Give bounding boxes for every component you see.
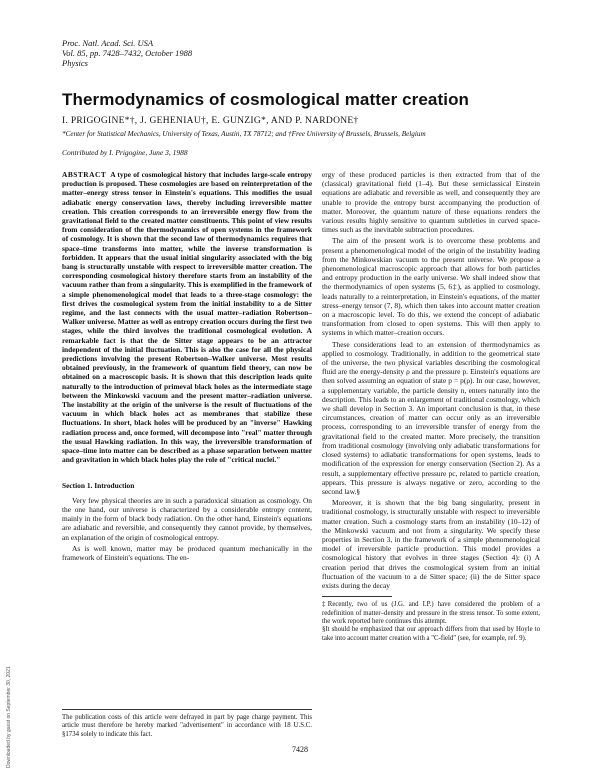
right-column bbox=[322, 170, 540, 643]
abstract bbox=[62, 170, 312, 465]
footnote-2: §It should be emphasized that our approach differs from that used by Hoyle to take into account matter creation with a "C-field" (see, for example, ref. 9). bbox=[322, 626, 540, 642]
contributed-by: Contributed by I. Prigogine, June 3, 1988 bbox=[62, 148, 188, 157]
abstract-label: ABSTRACT bbox=[62, 170, 107, 179]
footnote-1: ‡Recently, two of us (J.G. and I.P.) have considered the problem of a redefinition of matter–density and pressure in the stress tensor. To some extent, the work reported here continues this attempt. bbox=[322, 601, 540, 625]
journal-header bbox=[62, 38, 192, 68]
publication-note-divider bbox=[62, 709, 312, 710]
publication-note: The publication costs of this article were defrayed in part by page charge payment. This article must therefore be hereby marked "advertisement" in accordance with 18 U.S.C. §1734 solely to indicate this fact. bbox=[62, 714, 312, 738]
journal-section: Physics bbox=[62, 58, 88, 68]
journal-name: Proc. Natl. Acad. Sci. USA bbox=[62, 38, 154, 48]
intro-paragraph-2: As is well known, matter may be produced quantum mechanically in the framework of Einstein's equations. The en- bbox=[62, 543, 312, 562]
body-paragraph-3: These considerations lead to an extension of thermodynamics as applied to cosmology. Traditionally, in addition to the geometrical state of the universe, the two physical variables describing the cosmological fluid are the energy-density ρ and the pressure p. Einstein's equations are then solved assuming an equation of state p = p(ρ). In our case, however, a supplementary variable, the particle density n, enters naturally into the description. This leads to an enlargement of traditional cosmology, which we shall develop in Section 3. An important conclusion is that, in these circumstances, creation of matter can occur only as an irreversible process, corresponding to an irreversible transfer of energy from the gravitational field to the created matter. More precisely, the transition from traditional cosmology (involving only adiabatic transformations for closed systems) to adiabatic transformations for open systems, leads to modification of the expression for energy conservation (Section 2). As a result, a supplementary effective pressure pc, related to particle creation, appears. This pressure is always negative or zero, according to the second law.§ bbox=[322, 339, 540, 496]
footnote-divider bbox=[322, 596, 392, 597]
page-number: 7428 bbox=[292, 745, 308, 754]
section-heading: Section 1. Introduction bbox=[62, 480, 135, 490]
download-watermark-text: Downloaded by guest on September 30, 2021 bbox=[6, 666, 12, 768]
abstract-text: A type of cosmological history that includes large-scale entropy production is proposed. These cosmologies are based on reinterpretation of the matter–energy stress tensor in Einstein's equations. This modifies the usual adiabatic energy conservation laws, thereby including irreversible matter creation. This creation corresponds to an irreversible energy flow from the gravitational field to the created matter constituents. This point of view results from consideration of the thermodynamics of open systems in the framework of cosmology. It is shown that the second law of thermodynamics requires that space–time transforms into matter, while the inverse transformation is forbidden. It appears that the usual initial singularity associated with the big bang is structurally unstable with respect to irreversible matter creation. The corresponding cosmological history therefore starts from an instability of the vacuum rather than from a singularity. This is exemplified in the framework of a simple phenomenological model that leads to a three-stage cosmology: the first drives the cosmological system from the initial instability to a de Sitter regime, and the last connects with the usual matter–radiation Robertson–Walker universe. Matter as well as entropy creation occurs during the first two stages, while the third involves the traditional cosmological evolution. A remarkable fact is that the de Sitter stage appears to be an attractor independent of the initial fluctuation. This is also the case for all the physical predictions involving the present Robertson–Walker universe. Most results obtained previously, in the framework of quantum field theory, can now be obtained on a macroscopic basis. It is shown that this description leads quite naturally to the introduction of primeval black holes as the intermediate stage between the Minkowski vacuum and the present matter–radiation universe. The instability at the origin of the universe is the result of fluctuations of the vacuum in which black holes act as membranes that stabilize these fluctuations. In short, black holes will be produced by an "inverse" Hawking radiation process and, once formed, will decompose into "real" matter through the usual Hawking radiation. In this way, the irreversible transformation of space–time into matter can be described as a phase separation between matter and gravitation in which black holes play the role of "critical nuclei." bbox=[62, 170, 312, 465]
intro-paragraph-1: Very few physical theories are in such a paradoxical situation as cosmology. On the one hand, our universe is characterized by a considerable entropy content, mainly in the form of black body radiation. On the other hand, Einstein's equations are adiabatic and reversible, and consequently they cannot provide, by themselves, an explanation of the origin of cosmological entropy. bbox=[62, 495, 312, 542]
body-paragraph-4: Moreover, it is shown that the big bang singularity, present in traditional cosmology, is structurally unstable with respect to irreversible matter creation. Such a cosmology starts from an instability (10–12) of the Minkowski vacuum and not from a singularity. We specify these properties in Section 3, in the framework of a simple phenomenological model of irreversible particle production. This model provides a cosmological history that evolves in three stages (Section 4): (i) A creation period that drives the cosmological system from an initial fluctuation of the vacuum to a de Sitter space; (ii) the de Sitter space exists during the decay bbox=[322, 498, 540, 590]
author-list: I. PRIGOGINE*†, J. GEHENIAU†, E. GUNZIG*, AND P. NARDONE† bbox=[62, 116, 359, 126]
body-paragraph-2: The aim of the present work is to overcome these problems and present a phenomenological model of the origin of the instability leading from the Minkowskian vacuum to the present universe. We propose a phenomenological macroscopic approach that allows for both particles and entropy production in the early universe. We shall indeed show that the thermodynamics of open systems (5, 6‡), as applied to cosmology, leads naturally to a reinterpretation, in Einstein's equations, of the matter stress–energy tensor (7, 8), which then takes into account matter creation on a macroscopic level. To do this, we extend the concept of adiabatic transformation from closed to open systems. This will then apply to systems in which matter–creation occurs. bbox=[322, 236, 540, 338]
left-column bbox=[62, 170, 312, 564]
download-watermark bbox=[6, 600, 14, 770]
article-title: Thermodynamics of cosmological matter creation bbox=[62, 90, 470, 109]
affiliations: *Center for Statistical Mechanics, University of Texas, Austin, TX 78712; and †Free University of Brussels, Brussels, Belgium bbox=[62, 130, 426, 138]
body-paragraph-1: ergy of these produced particles is then extracted from that of the (classical) gravitational field (1–4). But these semiclassical Einstein equations are adiabatic and reversible as well, and consequently they are unable to provide the entropy burst accompanying the production of matter. Moreover, the quantum nature of these equations renders the various results highly sensitive to quantum subtleties in curved space-times such as the inevitable subtraction procedures. bbox=[322, 170, 540, 235]
journal-volume: Vol. 85, pp. 7428–7432, October 1988 bbox=[62, 48, 193, 58]
